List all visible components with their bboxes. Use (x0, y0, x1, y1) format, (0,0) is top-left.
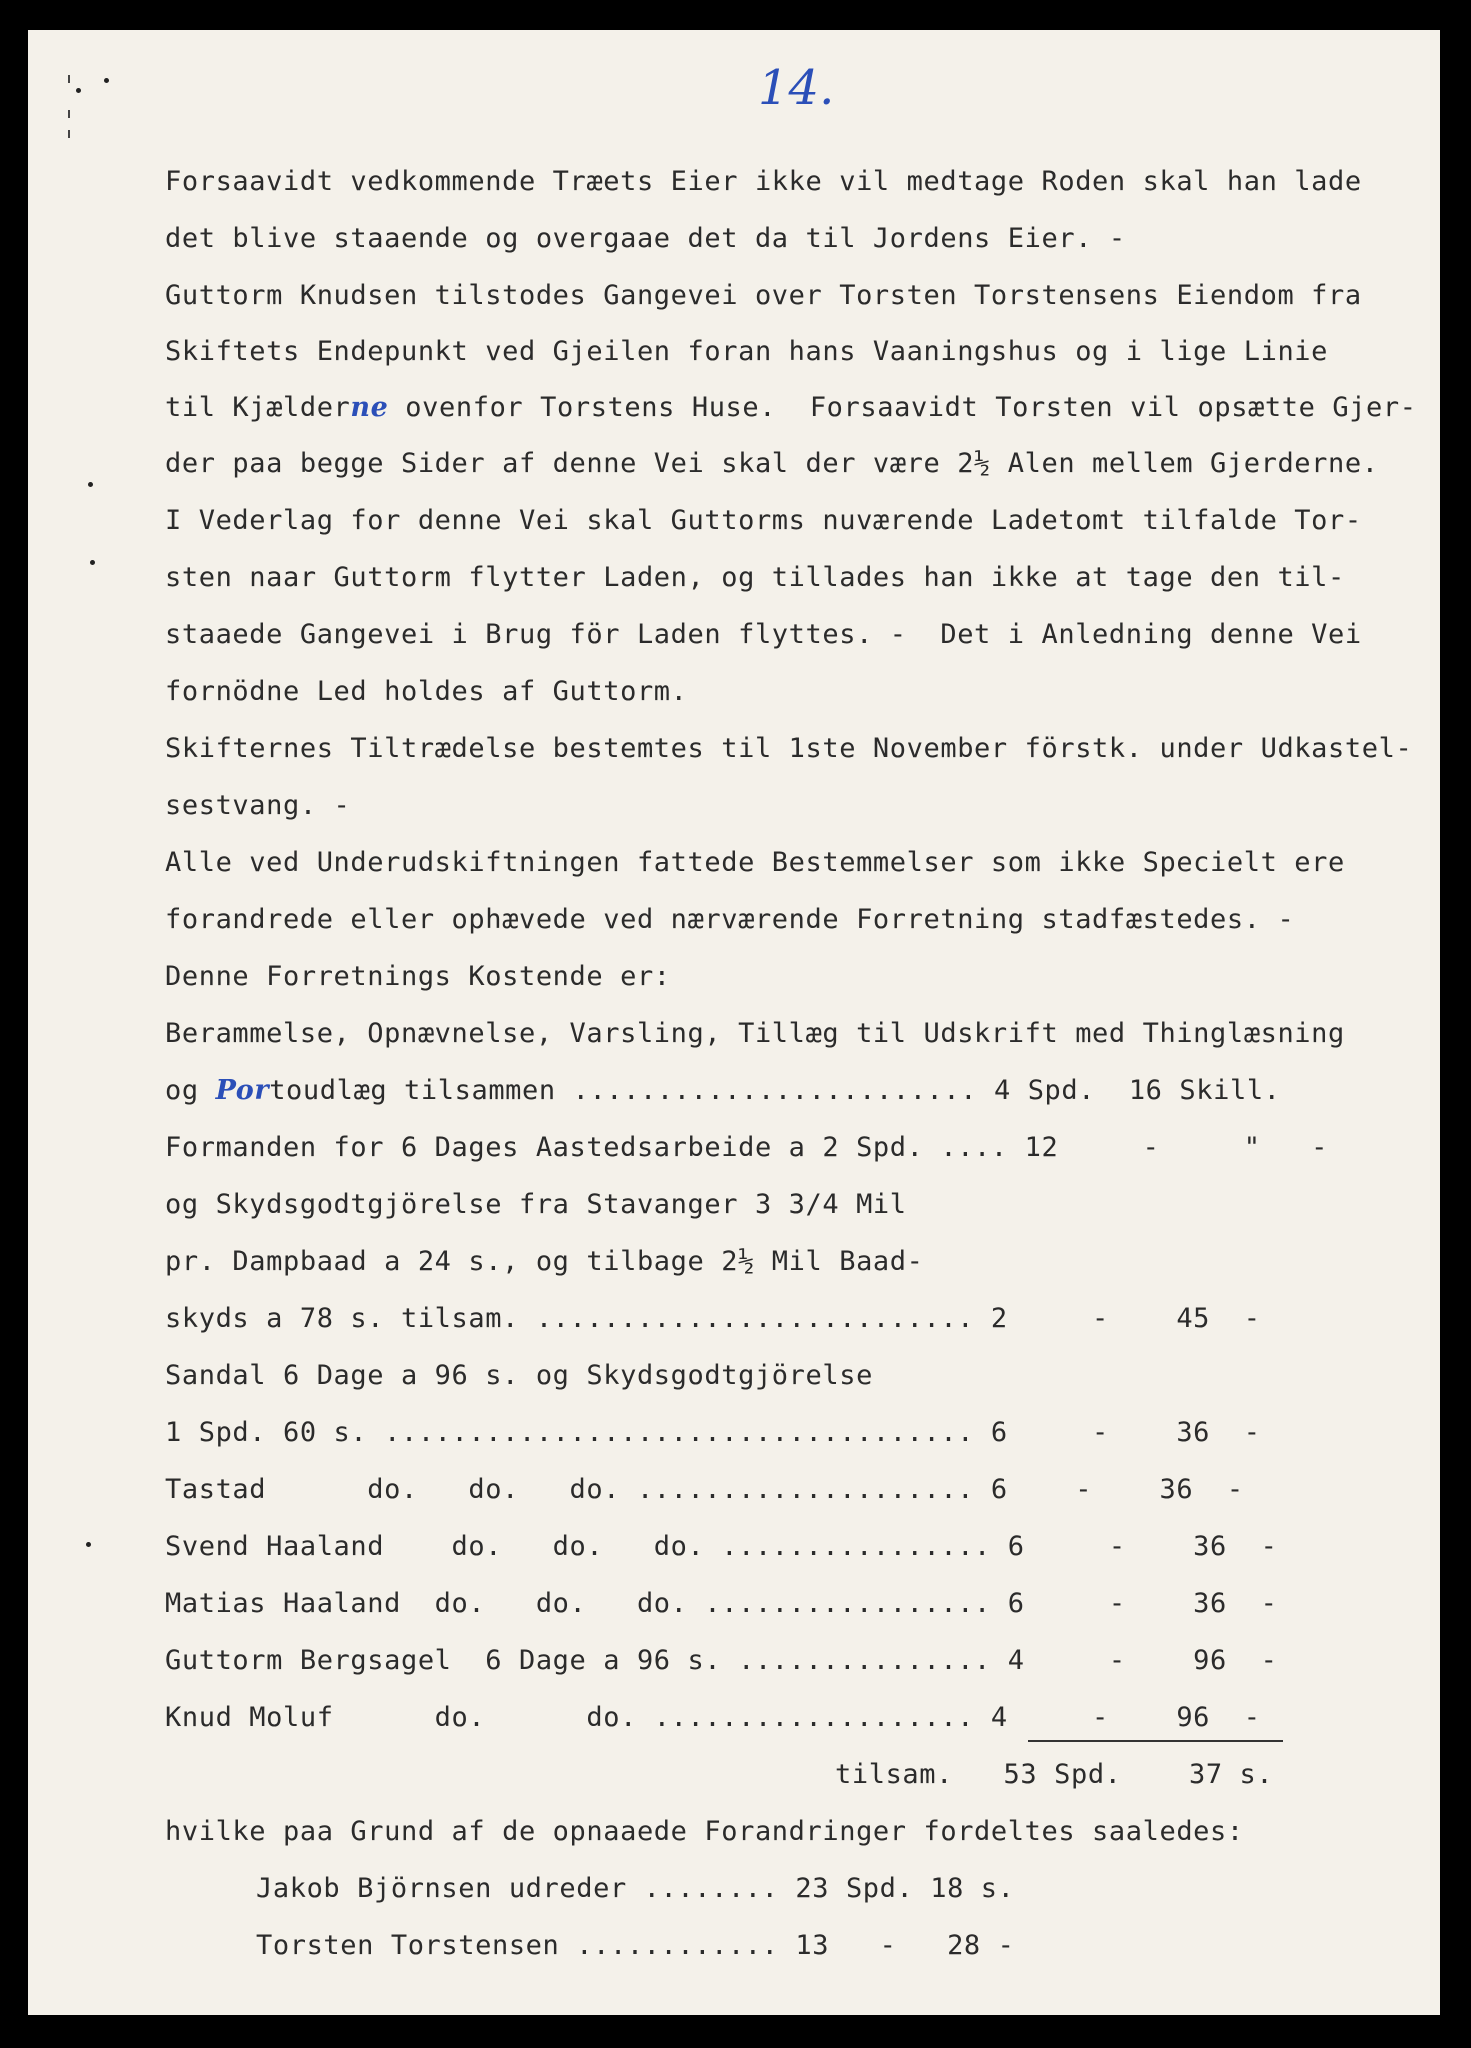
text-line: I Vederlag for denne Vei skal Guttorms nuværende Ladetomt tilfalde Tor- (165, 505, 1362, 536)
text-line: Tastad do. do. do. .................... 6 - 36 - (165, 1474, 1244, 1505)
text-line: til Kjælderne ovenfor Torstens Huse. Forsaavidt Torsten vil opsætte Gjer- (165, 392, 1417, 423)
text-line: staaede Gangevei i Brug för Laden flyttes. - Det i Anledning denne Vei (165, 619, 1362, 650)
margin-mark (104, 78, 109, 83)
margin-mark (68, 130, 70, 138)
text-line: Berammelse, Opnævnelse, Varsling, Tillæg til Udskrift med Thinglæsning (165, 1018, 1345, 1049)
margin-mark (90, 560, 95, 565)
text-line: pr. Dampbaad a 24 s., og tilbage 2½ Mil Baad- (165, 1246, 924, 1277)
text-line: det blive staaende og overgaae det da til Jordens Eier. - (165, 223, 1126, 254)
text-line: forandrede eller ophævede ved nærværende Forretning stadfæstedes. - (165, 904, 1295, 935)
text-line: Denne Forretnings Kostende er: (165, 961, 671, 992)
text-line: Formanden for 6 Dages Aastedsarbeide a 2 Spd. .... 12 - " - (165, 1132, 1329, 1163)
handwritten-correction: Por (215, 1075, 270, 1106)
text-line: og Skydsgodtgjörelse fra Stavanger 3 3/4 Mil (165, 1189, 907, 1220)
text-line: Guttorm Bergsagel 6 Dage a 96 s. ............... 4 - 96 - (165, 1645, 1278, 1676)
text-line: Alle ved Underudskiftningen fattede Bestemmelser som ikke Specielt ere (165, 847, 1345, 878)
document-page (28, 30, 1440, 2015)
text-line: Svend Haaland do. do. do. ................ 6 - 36 - (165, 1531, 1278, 1562)
text-line: skyds a 78 s. tilsam. .......................... 2 - 45 - (165, 1303, 1261, 1334)
text-line: Skifternes Tiltrædelse bestemtes til 1ste November förstk. under Udkastel- (165, 733, 1413, 764)
handwritten-correction: ne (350, 392, 389, 423)
text-line: hvilke paa Grund af de opnaaede Forandringer fordeltes saaledes: (165, 1816, 1244, 1847)
margin-mark (68, 110, 70, 118)
page-number: 14. (758, 60, 835, 116)
text-line: Knud Moluf do. do. ................... 4 - 96 - (165, 1702, 1261, 1733)
text-line: Skiftets Endepunkt ved Gjeilen foran hans Vaaningshus og i lige Linie (165, 336, 1329, 367)
text-line: Sandal 6 Dage a 96 s. og Skydsgodtgjörelse (165, 1360, 873, 1391)
text-line: og Portoudlæg tilsammen ........................ 4 Spd. 16 Skill. (165, 1075, 1281, 1106)
text-line: Forsaavidt vedkommende Træets Eier ikke vil medtage Roden skal han lade (165, 166, 1362, 197)
sum-underline (1028, 1740, 1283, 1742)
text-line: Torsten Torstensen ............ 13 - 28 - (256, 1930, 1015, 1961)
text-line: sestvang. - (165, 790, 351, 821)
text-line: Guttorm Knudsen tilstodes Gangevei over Torsten Torstensens Eiendom fra (165, 280, 1362, 311)
text-line: der paa begge Sider af denne Vei skal der være 2½ Alen mellem Gjerderne. (165, 448, 1379, 479)
text-line: sten naar Guttorm flytter Laden, og tillades han ikke at tage den til- (165, 562, 1345, 593)
margin-mark (86, 1542, 91, 1547)
margin-mark (68, 75, 70, 83)
text-line: Matias Haaland do. do. do. ................. 6 - 36 - (165, 1588, 1278, 1619)
text-line: 1 Spd. 60 s. ................................... 6 - 36 - (165, 1417, 1261, 1448)
total-line: tilsam. 53 Spd. 37 s. (835, 1759, 1274, 1790)
margin-mark (76, 88, 81, 93)
text-line: fornödne Led holdes af Guttorm. (165, 676, 688, 707)
text-line: Jakob Björnsen udreder ........ 23 Spd. 18 s. (256, 1873, 1015, 1904)
margin-mark (88, 482, 93, 487)
